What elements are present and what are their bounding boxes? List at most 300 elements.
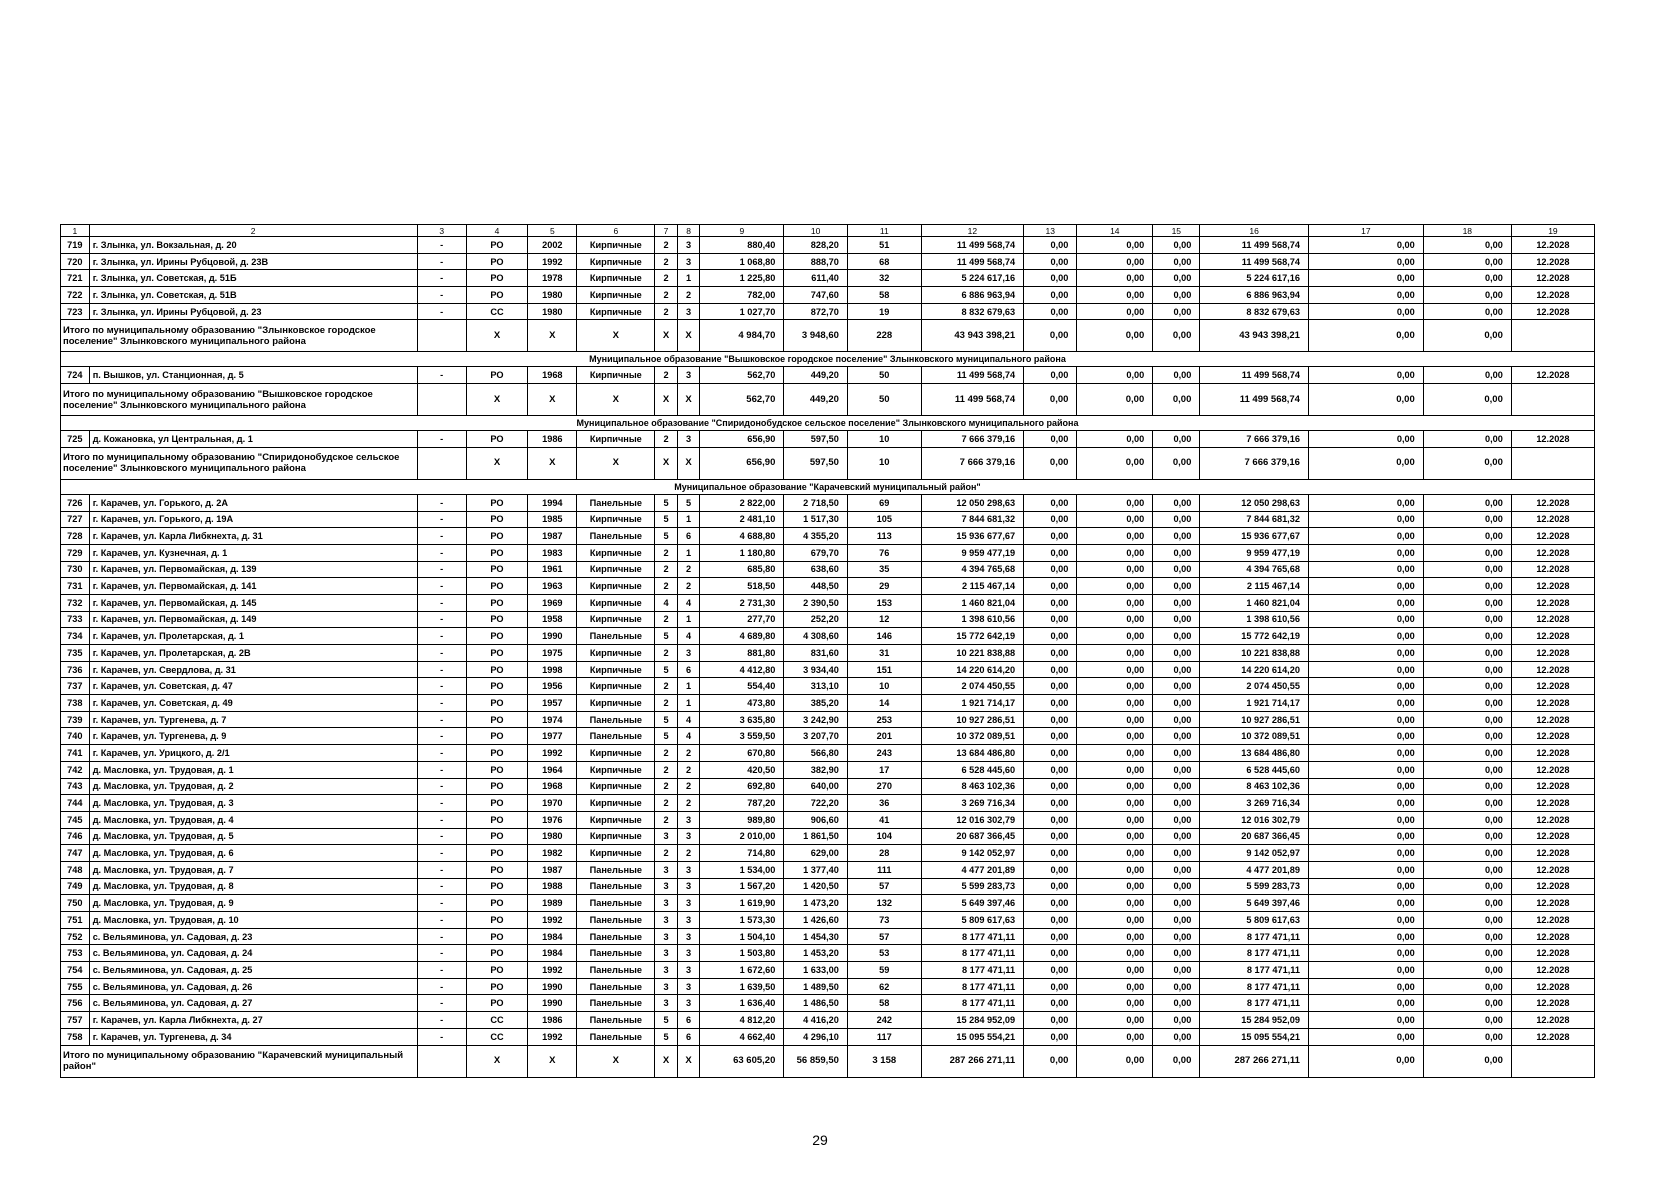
table-cell: 2 718,50 bbox=[784, 494, 848, 511]
table-cell: 611,40 bbox=[784, 270, 848, 287]
table-cell: СС bbox=[466, 1028, 527, 1045]
subtotal-cell: 0,00 bbox=[1077, 447, 1153, 479]
table-cell: 0,00 bbox=[1024, 628, 1077, 645]
row-number-cell: 752 bbox=[61, 928, 90, 945]
table-cell: 10 bbox=[847, 678, 921, 695]
subtotal-label: Итого по муниципальному образованию "Спиридонобудское сельское поселение" Злынковского муниципального района bbox=[61, 447, 418, 479]
table-cell: 0,00 bbox=[1308, 912, 1423, 929]
subtotal-cell: 0,00 bbox=[1153, 384, 1200, 416]
table-cell: 0,00 bbox=[1423, 628, 1511, 645]
subtotal-cell: X bbox=[466, 320, 527, 352]
table-cell: 0,00 bbox=[1308, 711, 1423, 728]
table-cell: 0,00 bbox=[1153, 728, 1200, 745]
row-number-cell: 743 bbox=[61, 778, 90, 795]
column-number-cell: 16 bbox=[1200, 225, 1309, 237]
row-number-cell: 741 bbox=[61, 745, 90, 762]
table-row bbox=[61, 628, 1595, 645]
table-cell: 146 bbox=[847, 628, 921, 645]
table-cell: 3 269 716,34 bbox=[1200, 795, 1309, 812]
table-cell: 1989 bbox=[528, 895, 577, 912]
table-cell: 1964 bbox=[528, 761, 577, 778]
table-cell: 252,20 bbox=[784, 611, 848, 628]
subtotal-cell: 10 bbox=[847, 447, 921, 479]
table-cell: 3 559,50 bbox=[700, 728, 784, 745]
table-cell: 15 772 642,19 bbox=[1200, 628, 1309, 645]
table-cell: - bbox=[417, 561, 466, 578]
table-cell: 5 bbox=[655, 494, 678, 511]
table-cell: Кирпичные bbox=[577, 594, 655, 611]
table-cell: 10 bbox=[847, 431, 921, 448]
table-cell: - bbox=[417, 611, 466, 628]
table-cell: 4 bbox=[655, 594, 678, 611]
address-cell: д. Масловка, ул. Трудовая, д. 1 bbox=[89, 761, 417, 778]
table-cell: - bbox=[417, 861, 466, 878]
table-cell: 17 bbox=[847, 761, 921, 778]
table-cell: РО bbox=[466, 861, 527, 878]
table-cell: 1 567,20 bbox=[700, 878, 784, 895]
subtotal-cell: 0,00 bbox=[1308, 384, 1423, 416]
table-cell: 3 269 716,34 bbox=[921, 795, 1023, 812]
table-cell: 0,00 bbox=[1308, 945, 1423, 962]
table-row bbox=[61, 270, 1595, 287]
table-cell: 0,00 bbox=[1423, 645, 1511, 662]
subtotal-cell: X bbox=[466, 384, 527, 416]
table-cell: РО bbox=[466, 237, 527, 254]
subtotal-cell: 3 158 bbox=[847, 1045, 921, 1077]
table-cell: РО bbox=[466, 761, 527, 778]
table-cell: 0,00 bbox=[1308, 728, 1423, 745]
table-cell: 0,00 bbox=[1077, 270, 1153, 287]
row-number-cell: 747 bbox=[61, 845, 90, 862]
table-cell: 14 bbox=[847, 695, 921, 712]
table-cell: 640,00 bbox=[784, 778, 848, 795]
table-cell: 29 bbox=[847, 578, 921, 595]
table-cell: 0,00 bbox=[1024, 928, 1077, 945]
table-cell: 0,00 bbox=[1153, 431, 1200, 448]
table-cell: 2 074 450,55 bbox=[921, 678, 1023, 695]
table-cell: РО bbox=[466, 978, 527, 995]
table-cell: РО bbox=[466, 431, 527, 448]
table-cell: 1990 bbox=[528, 628, 577, 645]
table-cell: 0,00 bbox=[1153, 253, 1200, 270]
table-cell: 1987 bbox=[528, 528, 577, 545]
column-number-cell: 19 bbox=[1511, 225, 1594, 237]
housing-register-table bbox=[60, 224, 1595, 1078]
table-cell: 0,00 bbox=[1024, 978, 1077, 995]
table-cell: - bbox=[417, 711, 466, 728]
table-cell: 1990 bbox=[528, 995, 577, 1012]
table-row bbox=[61, 912, 1595, 929]
table-cell: 518,50 bbox=[700, 578, 784, 595]
table-cell: 0,00 bbox=[1024, 745, 1077, 762]
subtotal-cell bbox=[1511, 1045, 1594, 1077]
table-cell: 562,70 bbox=[700, 367, 784, 384]
table-cell: 0,00 bbox=[1423, 661, 1511, 678]
table-cell: 3 bbox=[677, 253, 700, 270]
table-cell: РО bbox=[466, 594, 527, 611]
row-number-cell: 754 bbox=[61, 962, 90, 979]
subtotal-cell: 11 499 568,74 bbox=[1200, 384, 1309, 416]
table-cell: 0,00 bbox=[1077, 287, 1153, 304]
subtotal-cell: X bbox=[677, 1045, 700, 1077]
table-cell: 12.2028 bbox=[1511, 678, 1594, 695]
table-cell: РО bbox=[466, 253, 527, 270]
table-cell: 9 142 052,97 bbox=[921, 845, 1023, 862]
table-cell: 5 bbox=[655, 711, 678, 728]
table-cell: 0,00 bbox=[1024, 287, 1077, 304]
table-cell: 0,00 bbox=[1153, 945, 1200, 962]
table-cell: 0,00 bbox=[1308, 628, 1423, 645]
table-cell: 277,70 bbox=[700, 611, 784, 628]
table-cell: 0,00 bbox=[1077, 561, 1153, 578]
table-cell: 5 224 617,16 bbox=[921, 270, 1023, 287]
subtotal-cell: 287 266 271,11 bbox=[1200, 1045, 1309, 1077]
table-cell: - bbox=[417, 511, 466, 528]
address-cell: г. Карачев, ул. Первомайская, д. 141 bbox=[89, 578, 417, 595]
table-cell: 4 662,40 bbox=[700, 1028, 784, 1045]
table-cell: 4 bbox=[677, 628, 700, 645]
table-cell: 1 bbox=[677, 611, 700, 628]
table-cell: 0,00 bbox=[1024, 645, 1077, 662]
table-cell: 0,00 bbox=[1024, 878, 1077, 895]
row-number-cell: 722 bbox=[61, 287, 90, 304]
table-cell: 0,00 bbox=[1077, 494, 1153, 511]
table-cell: 12.2028 bbox=[1511, 861, 1594, 878]
table-cell: 10 372 089,51 bbox=[921, 728, 1023, 745]
table-cell: 36 bbox=[847, 795, 921, 812]
table-cell: РО bbox=[466, 962, 527, 979]
table-cell: 1 398 610,56 bbox=[921, 611, 1023, 628]
table-cell: 3 bbox=[677, 811, 700, 828]
table-cell: 68 bbox=[847, 253, 921, 270]
table-cell: - bbox=[417, 594, 466, 611]
table-cell: РО bbox=[466, 695, 527, 712]
subtotal-cell bbox=[417, 320, 466, 352]
table-cell: 12 050 298,63 bbox=[1200, 494, 1309, 511]
subtotal-cell: 0,00 bbox=[1077, 320, 1153, 352]
address-cell: д. Кожановка, ул Центральная, д. 1 bbox=[89, 431, 417, 448]
table-cell: - bbox=[417, 795, 466, 812]
column-number-cell: 6 bbox=[577, 225, 655, 237]
table-cell: 5 224 617,16 bbox=[1200, 270, 1309, 287]
subtotal-cell: 56 859,50 bbox=[784, 1045, 848, 1077]
subtotal-cell: X bbox=[577, 320, 655, 352]
table-cell: 1 454,30 bbox=[784, 928, 848, 945]
table-cell: 0,00 bbox=[1077, 645, 1153, 662]
table-cell: 4 bbox=[677, 594, 700, 611]
row-number-cell: 738 bbox=[61, 695, 90, 712]
table-cell: - bbox=[417, 645, 466, 662]
subtotal-cell: 0,00 bbox=[1423, 384, 1511, 416]
table-cell: 0,00 bbox=[1153, 962, 1200, 979]
table-cell: 0,00 bbox=[1024, 431, 1077, 448]
table-cell: - bbox=[417, 828, 466, 845]
subtotal-cell: 562,70 bbox=[700, 384, 784, 416]
row-number-cell: 731 bbox=[61, 578, 90, 595]
table-cell: 0,00 bbox=[1024, 778, 1077, 795]
table-cell: 12 050 298,63 bbox=[921, 494, 1023, 511]
table-cell: 0,00 bbox=[1423, 287, 1511, 304]
table-cell: 12.2028 bbox=[1511, 270, 1594, 287]
table-cell: 3 bbox=[655, 878, 678, 895]
subtotal-cell: 228 bbox=[847, 320, 921, 352]
table-cell: 0,00 bbox=[1153, 1028, 1200, 1045]
table-cell: 0,00 bbox=[1077, 811, 1153, 828]
table-cell: 0,00 bbox=[1077, 978, 1153, 995]
table-cell: 2 bbox=[655, 287, 678, 304]
table-cell: 12 bbox=[847, 611, 921, 628]
table-cell: 1 bbox=[677, 270, 700, 287]
table-cell: 0,00 bbox=[1024, 811, 1077, 828]
table-cell: 1988 bbox=[528, 878, 577, 895]
table-cell: Кирпичные bbox=[577, 237, 655, 254]
table-cell: 28 bbox=[847, 845, 921, 862]
table-cell: 3 bbox=[655, 962, 678, 979]
table-cell: 12.2028 bbox=[1511, 711, 1594, 728]
table-cell: 12.2028 bbox=[1511, 1012, 1594, 1029]
address-cell: г. Карачев, ул. Кузнечная, д. 1 bbox=[89, 544, 417, 561]
table-cell: 0,00 bbox=[1308, 303, 1423, 320]
table-cell: 1 486,50 bbox=[784, 995, 848, 1012]
subtotal-cell: X bbox=[577, 447, 655, 479]
table-cell: 5 bbox=[655, 1028, 678, 1045]
table-cell: РО bbox=[466, 928, 527, 945]
table-cell: 6 bbox=[677, 661, 700, 678]
subtotal-cell: X bbox=[466, 1045, 527, 1077]
table-cell: 76 bbox=[847, 544, 921, 561]
table-cell: 0,00 bbox=[1077, 594, 1153, 611]
table-cell: 0,00 bbox=[1423, 303, 1511, 320]
table-cell: 0,00 bbox=[1024, 962, 1077, 979]
table-cell: 0,00 bbox=[1077, 544, 1153, 561]
table-cell: 57 bbox=[847, 928, 921, 945]
table-cell: 1 377,40 bbox=[784, 861, 848, 878]
table-cell: 4 bbox=[677, 728, 700, 745]
table-cell: Кирпичные bbox=[577, 695, 655, 712]
table-cell: 12.2028 bbox=[1511, 928, 1594, 945]
subtotal-cell: 287 266 271,11 bbox=[921, 1045, 1023, 1077]
table-row bbox=[61, 237, 1595, 254]
table-cell: 58 bbox=[847, 287, 921, 304]
address-cell: д. Масловка, ул. Трудовая, д. 4 bbox=[89, 811, 417, 828]
table-cell: 0,00 bbox=[1077, 511, 1153, 528]
table-cell: 3 635,80 bbox=[700, 711, 784, 728]
row-number-cell: 756 bbox=[61, 995, 90, 1012]
column-number-cell: 9 bbox=[700, 225, 784, 237]
row-number-cell: 726 bbox=[61, 494, 90, 511]
table-cell: 1 503,80 bbox=[700, 945, 784, 962]
table-cell: РО bbox=[466, 878, 527, 895]
table-cell: СС bbox=[466, 1012, 527, 1029]
table-cell: 0,00 bbox=[1153, 861, 1200, 878]
table-cell: 0,00 bbox=[1077, 828, 1153, 845]
table-cell: 0,00 bbox=[1423, 761, 1511, 778]
table-cell: 5 bbox=[655, 528, 678, 545]
table-cell: 8 177 471,11 bbox=[921, 928, 1023, 945]
table-row bbox=[61, 962, 1595, 979]
table-cell: 0,00 bbox=[1423, 861, 1511, 878]
table-cell: 3 bbox=[677, 962, 700, 979]
table-cell: 3 bbox=[677, 995, 700, 1012]
subtotal-cell: 3 948,60 bbox=[784, 320, 848, 352]
table-cell: 0,00 bbox=[1308, 431, 1423, 448]
table-row bbox=[61, 678, 1595, 695]
table-cell: РО bbox=[466, 795, 527, 812]
table-cell: 2 bbox=[677, 845, 700, 862]
table-cell: 0,00 bbox=[1024, 270, 1077, 287]
table-cell: 4 477 201,89 bbox=[921, 861, 1023, 878]
table-cell: 12.2028 bbox=[1511, 995, 1594, 1012]
table-row bbox=[61, 367, 1595, 384]
table-cell: 828,20 bbox=[784, 237, 848, 254]
table-cell: 2 115 467,14 bbox=[1200, 578, 1309, 595]
table-cell: 62 bbox=[847, 978, 921, 995]
table-cell: РО bbox=[466, 367, 527, 384]
table-cell: 12.2028 bbox=[1511, 611, 1594, 628]
table-cell: 0,00 bbox=[1423, 544, 1511, 561]
table-cell: 2 bbox=[677, 287, 700, 304]
table-cell: 1 bbox=[677, 511, 700, 528]
table-cell: 6 bbox=[677, 1028, 700, 1045]
row-number-cell: 748 bbox=[61, 861, 90, 878]
table-cell: РО bbox=[466, 287, 527, 304]
table-cell: 670,80 bbox=[700, 745, 784, 762]
table-cell: 448,50 bbox=[784, 578, 848, 595]
table-cell: 685,80 bbox=[700, 561, 784, 578]
table-cell: Кирпичные bbox=[577, 811, 655, 828]
table-row bbox=[61, 528, 1595, 545]
table-cell: 6 bbox=[677, 1012, 700, 1029]
table-cell: РО bbox=[466, 995, 527, 1012]
table-cell: 1980 bbox=[528, 303, 577, 320]
table-row bbox=[61, 287, 1595, 304]
table-row bbox=[61, 711, 1595, 728]
table-cell: 831,60 bbox=[784, 645, 848, 662]
table-cell: - bbox=[417, 303, 466, 320]
table-cell: 3 bbox=[677, 945, 700, 962]
table-cell: 0,00 bbox=[1423, 561, 1511, 578]
row-number-cell: 719 bbox=[61, 237, 90, 254]
table-cell: 0,00 bbox=[1308, 678, 1423, 695]
table-cell: 3 bbox=[677, 895, 700, 912]
table-cell: 313,10 bbox=[784, 678, 848, 695]
table-cell: 0,00 bbox=[1077, 795, 1153, 812]
table-cell: 153 bbox=[847, 594, 921, 611]
table-cell: 0,00 bbox=[1153, 287, 1200, 304]
table-cell: 0,00 bbox=[1024, 528, 1077, 545]
table-cell: 0,00 bbox=[1308, 895, 1423, 912]
row-number-cell: 739 bbox=[61, 711, 90, 728]
table-cell: 0,00 bbox=[1308, 1012, 1423, 1029]
table-cell: 0,00 bbox=[1024, 945, 1077, 962]
table-cell: 1992 bbox=[528, 912, 577, 929]
table-cell: 12.2028 bbox=[1511, 645, 1594, 662]
address-cell: д. Масловка, ул. Трудовая, д. 7 bbox=[89, 861, 417, 878]
table-row bbox=[61, 611, 1595, 628]
table-cell: 0,00 bbox=[1153, 695, 1200, 712]
table-cell: 12.2028 bbox=[1511, 431, 1594, 448]
table-row bbox=[61, 778, 1595, 795]
table-cell: 1974 bbox=[528, 711, 577, 728]
table-cell: 4 688,80 bbox=[700, 528, 784, 545]
subtotal-cell: 0,00 bbox=[1153, 447, 1200, 479]
subtotal-cell: 0,00 bbox=[1423, 320, 1511, 352]
column-number-cell: 13 bbox=[1024, 225, 1077, 237]
table-body bbox=[61, 225, 1595, 1078]
table-cell: 6 886 963,94 bbox=[921, 287, 1023, 304]
table-cell: 420,50 bbox=[700, 761, 784, 778]
table-cell: - bbox=[417, 367, 466, 384]
row-number-cell: 720 bbox=[61, 253, 90, 270]
table-cell: 6 bbox=[677, 528, 700, 545]
subtotal-cell: 0,00 bbox=[1024, 384, 1077, 416]
table-cell: 12.2028 bbox=[1511, 528, 1594, 545]
table-cell: 0,00 bbox=[1077, 878, 1153, 895]
table-cell: - bbox=[417, 270, 466, 287]
table-cell: 0,00 bbox=[1077, 528, 1153, 545]
table-cell: 0,00 bbox=[1308, 270, 1423, 287]
table-cell: 0,00 bbox=[1423, 511, 1511, 528]
table-cell: 1992 bbox=[528, 962, 577, 979]
table-cell: 3 242,90 bbox=[784, 711, 848, 728]
row-number-cell: 732 bbox=[61, 594, 90, 611]
table-cell: 11 499 568,74 bbox=[921, 367, 1023, 384]
table-cell: 0,00 bbox=[1024, 578, 1077, 595]
table-cell: Панельные bbox=[577, 628, 655, 645]
table-cell: 9 142 052,97 bbox=[1200, 845, 1309, 862]
table-cell: 0,00 bbox=[1423, 928, 1511, 945]
table-cell: 0,00 bbox=[1423, 431, 1511, 448]
table-cell: РО bbox=[466, 645, 527, 662]
table-cell: 0,00 bbox=[1308, 544, 1423, 561]
table-cell: 12.2028 bbox=[1511, 594, 1594, 611]
table-cell: 1 453,20 bbox=[784, 945, 848, 962]
table-cell: 0,00 bbox=[1077, 945, 1153, 962]
table-cell: 0,00 bbox=[1308, 778, 1423, 795]
address-cell: г. Карачев, ул. Урицкого, д. 2/1 bbox=[89, 745, 417, 762]
table-cell: РО bbox=[466, 661, 527, 678]
table-cell: 0,00 bbox=[1308, 661, 1423, 678]
column-number-cell: 5 bbox=[528, 225, 577, 237]
table-cell: 6 528 445,60 bbox=[1200, 761, 1309, 778]
table-cell: 3 bbox=[677, 978, 700, 995]
table-cell: 906,60 bbox=[784, 811, 848, 828]
address-cell: г. Карачев, ул. Первомайская, д. 149 bbox=[89, 611, 417, 628]
address-cell: г. Карачев, ул. Горького, д. 19А bbox=[89, 511, 417, 528]
subtotal-cell: 0,00 bbox=[1423, 447, 1511, 479]
table-cell: 0,00 bbox=[1153, 995, 1200, 1012]
table-cell: 12.2028 bbox=[1511, 1028, 1594, 1045]
table-cell: 989,80 bbox=[700, 811, 784, 828]
table-cell: 0,00 bbox=[1153, 367, 1200, 384]
table-cell: 0,00 bbox=[1153, 270, 1200, 287]
table-cell: 2 bbox=[655, 745, 678, 762]
page-number: 29 bbox=[812, 1132, 828, 1148]
row-number-cell: 734 bbox=[61, 628, 90, 645]
table-cell: 0,00 bbox=[1308, 861, 1423, 878]
table-cell: 12.2028 bbox=[1511, 878, 1594, 895]
table-cell: - bbox=[417, 878, 466, 895]
subtotal-cell: X bbox=[655, 384, 678, 416]
table-cell: 0,00 bbox=[1024, 678, 1077, 695]
table-cell: 73 bbox=[847, 912, 921, 929]
table-row bbox=[61, 928, 1595, 945]
subtotal-cell bbox=[417, 384, 466, 416]
table-cell: 3 bbox=[677, 861, 700, 878]
table-cell: 1 639,50 bbox=[700, 978, 784, 995]
table-cell: 0,00 bbox=[1423, 878, 1511, 895]
table-cell: 270 bbox=[847, 778, 921, 795]
